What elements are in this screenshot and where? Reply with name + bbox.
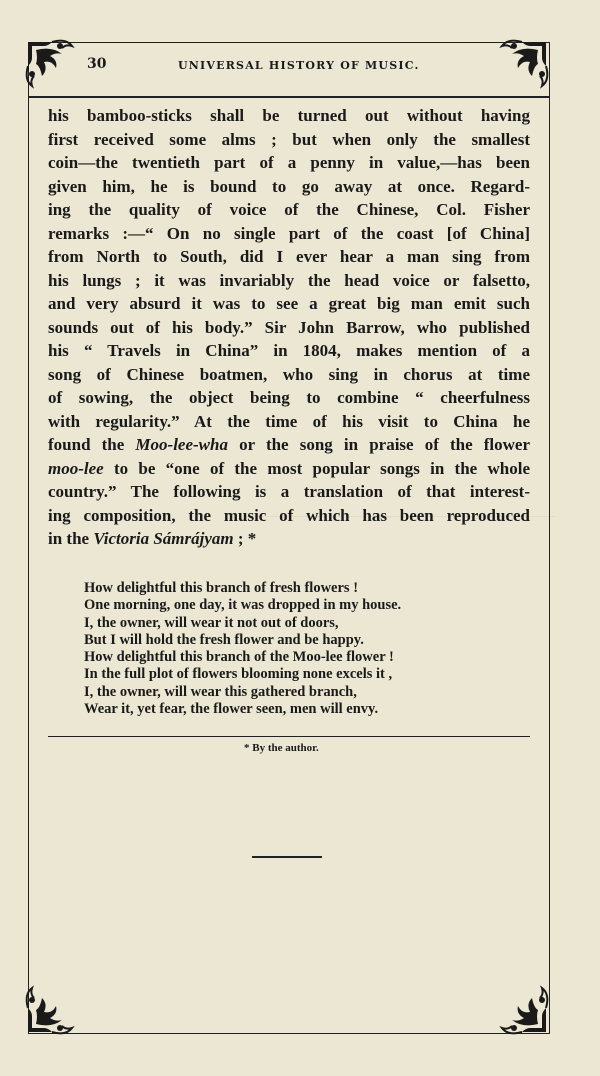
italic-term: Moo-lee-wha: [135, 435, 228, 454]
page-number: 30: [87, 56, 107, 72]
body-line: first received some alms ; but when only the smallest: [48, 129, 530, 149]
body-line: remarks :—“ On no single part of the coast [of China]: [48, 223, 530, 243]
body-line-post: or the song in praise of the flower: [227, 435, 530, 454]
body-line: [48, 527, 530, 551]
poem-translation: [84, 580, 524, 718]
body-line-post: ; *: [233, 529, 257, 548]
body-line: [48, 433, 530, 457]
body-line: given him, he is bound to go away at once. Regard-: [48, 176, 530, 196]
corner-ornament-bottom-left: [22, 984, 76, 1038]
body-text: [48, 104, 530, 551]
italic-term: Victoria Sámrájyam: [93, 529, 234, 548]
body-line: coin—the twentieth part of a penny in value,—has been: [48, 153, 530, 172]
footnote-rule: [48, 736, 530, 737]
poem-line: How delightful this branch of fresh flowers !: [84, 580, 359, 596]
body-line: sounds out of his body.” Sir John Barrow, who published: [48, 317, 530, 337]
footnote: * By the author.: [244, 742, 319, 754]
body-line: ing the quality of voice of the Chinese, Col. Fisher: [48, 200, 530, 219]
body-line: ing composition, the music of which has been reproduced: [48, 505, 530, 525]
body-line-post: to be “one of the most popular songs in the whole: [103, 458, 530, 478]
corner-ornament-top-left: [22, 36, 76, 90]
body-line: his bamboo-sticks shall be turned out without having: [48, 106, 530, 125]
body-line: song of Chinese boatmen, who sing in chorus at time: [48, 364, 530, 384]
poem-line: I, the owner, will wear this gathered branch,: [84, 683, 357, 700]
poem-line: One morning, one day, it was dropped in my house.: [84, 597, 402, 614]
end-rule: [252, 856, 322, 858]
body-line: country.” The following is a translation of that interest-: [48, 482, 530, 501]
body-line: with regularity.” At the time of his visit to China he: [48, 411, 530, 431]
body-line: and very absurd it was to see a great big man emit such: [48, 294, 530, 313]
body-line-pre: found the: [48, 435, 136, 454]
body-line-pre: in the: [48, 529, 94, 548]
italic-term: moo-lee: [48, 458, 104, 478]
body-line: [48, 457, 530, 481]
poem-line: In the full plot of flowers blooming none excels it ,: [84, 666, 393, 683]
corner-ornament-bottom-right: [498, 984, 552, 1038]
body-line: his “ Travels in China” in 1804, makes mention of a: [48, 341, 530, 360]
body-line: his lungs ; it was invariably the head voice or falsetto,: [48, 270, 530, 290]
poem-line: I, the owner, will wear it not out of doors,: [84, 614, 339, 631]
poem-line: How delightful this branch of the Moo-lee flower !: [84, 649, 394, 666]
body-line: of sowing, the object being to combine “ cheerfulness: [48, 388, 530, 407]
poem-line: Wear it, yet fear, the flower seen, men will envy.: [84, 701, 379, 718]
body-line: from North to South, did I ever hear a man sing from: [48, 247, 530, 266]
header-rule: [28, 96, 550, 98]
running-head: UNIVERSAL HISTORY OF MUSIC.: [178, 59, 420, 72]
corner-ornament-top-right: [498, 36, 552, 90]
poem-line: But I will hold the fresh flower and be happy.: [84, 631, 364, 648]
